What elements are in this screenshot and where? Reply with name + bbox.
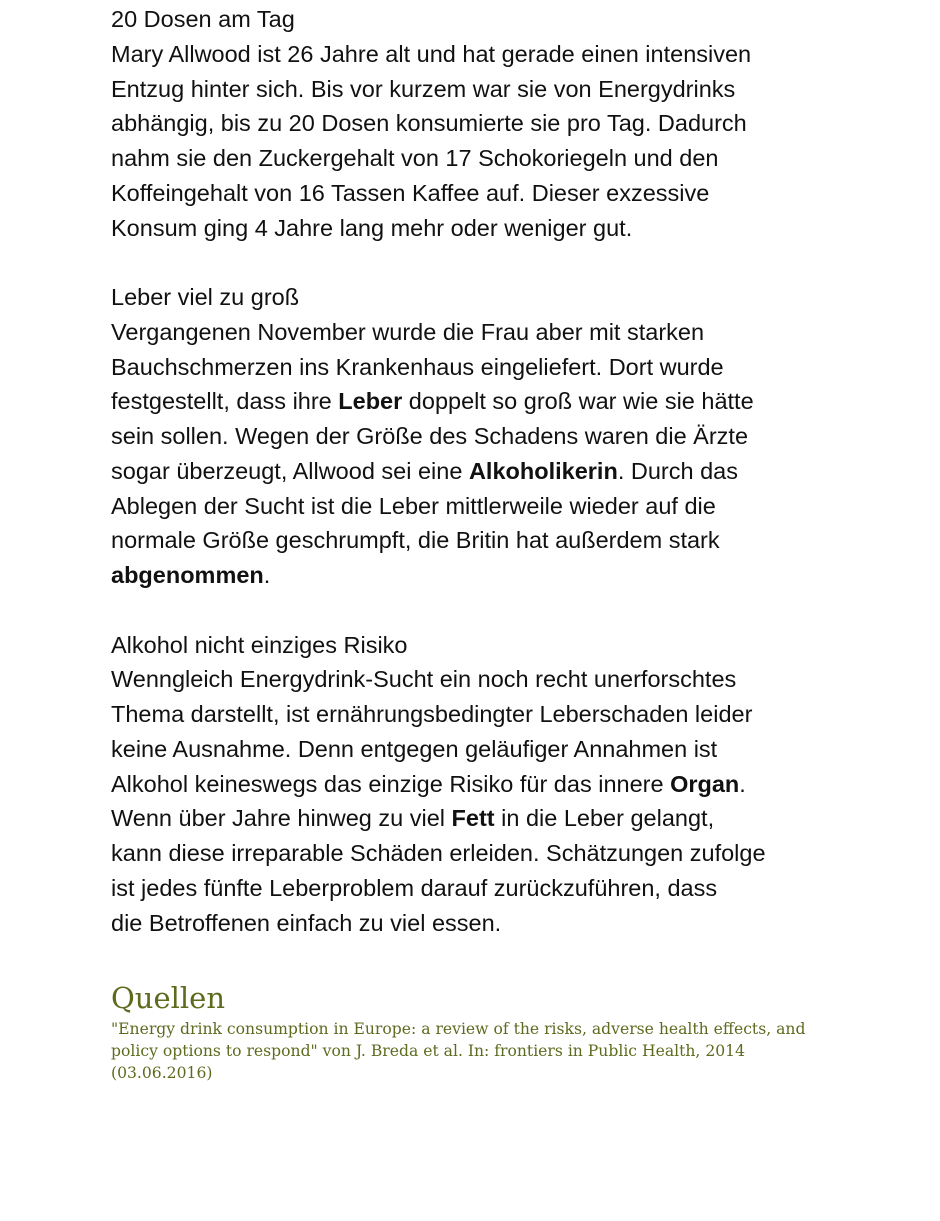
text-run: Entzug hinter sich. Bis vor kurzem war sie von Energydrinks <box>111 75 736 102</box>
text-run: Koffeingehalt von 16 Tassen Kaffee auf. Dieser exzessive <box>111 179 710 206</box>
paragraph-line <box>111 836 851 871</box>
paragraph-line <box>111 106 851 141</box>
text-run: in die Leber gelangt, <box>494 805 715 832</box>
text-run: keine Ausnahme. Denn entgegen geläufiger Annahmen ist <box>111 735 718 762</box>
section-leber <box>111 280 851 593</box>
paragraph-line <box>111 523 851 558</box>
paragraph-line <box>111 801 851 836</box>
bold-term: Leber <box>338 388 403 415</box>
paragraph-line <box>111 315 851 350</box>
citation-line: policy options to respond" von J. Breda et al. In: frontiers in Public Health, 2014 <box>111 1042 746 1060</box>
paragraph-line <box>111 662 851 697</box>
sources-block <box>111 978 871 1084</box>
section-heading: Alkohol nicht einziges Risiko <box>111 631 408 658</box>
section-paragraph <box>111 662 851 940</box>
paragraph-line <box>111 732 851 767</box>
text-run: nahm sie den Zuckergehalt von 17 Schokoriegeln und den <box>111 145 719 171</box>
text-run: Wenngleich Energydrink-Sucht ein noch recht unerforschtes <box>111 666 737 693</box>
text-run: festgestellt, dass ihre <box>111 388 339 415</box>
text-run: sogar überzeugt, Allwood sei eine <box>111 457 469 484</box>
text-run: ist jedes fünfte Leberproblem darauf zurückzuführen, dass <box>111 874 718 901</box>
paragraph-line <box>111 697 851 732</box>
text-run: normale Größe geschrumpft, die Britin hat außerdem stark <box>111 527 720 554</box>
section-paragraph <box>111 37 851 246</box>
paragraph-line <box>111 384 851 419</box>
text-run: . Durch das <box>617 457 738 484</box>
paragraph-line <box>111 454 851 489</box>
paragraph-line <box>111 871 851 906</box>
text-run: abhängig, bis zu 20 Dosen konsumierte sie pro Tag. Dadurch <box>111 110 747 137</box>
bold-term: Fett <box>451 805 495 832</box>
paragraph-line <box>111 906 851 941</box>
text-run: Konsum ging 4 Jahre lang mehr oder weniger gut. <box>111 214 633 241</box>
citation-line: "Energy drink consumption in Europe: a review of the risks, adverse health effects, and <box>111 1020 806 1038</box>
section-paragraph <box>111 315 851 593</box>
section-20-dosen <box>111 2 851 245</box>
bold-term: abgenommen <box>111 562 264 588</box>
text-run: Alkohol keineswegs das einzige Risiko für das innere <box>111 770 671 797</box>
sources-title: Quellen <box>111 981 226 1015</box>
text-run: Thema darstellt, ist ernährungsbedingter Leberschaden leider <box>111 701 753 727</box>
text-run: . <box>739 770 746 797</box>
text-run: die Betroffenen einfach zu viel essen. <box>111 909 502 936</box>
section-heading: Leber viel zu groß <box>111 284 300 310</box>
paragraph-line <box>111 767 851 802</box>
paragraph-line <box>111 211 851 246</box>
text-run: Mary Allwood ist 26 Jahre alt und hat gerade einen intensiven <box>111 40 752 67</box>
text-run: kann diese irreparable Schäden erleiden. Schätzungen zufolge <box>111 840 766 866</box>
paragraph-line <box>111 72 851 107</box>
paragraph-line <box>111 419 851 454</box>
text-run: Bauchschmerzen ins Krankenhaus eingeliefert. Dort wurde <box>111 353 724 380</box>
paragraph-line <box>111 141 851 176</box>
paragraph-line <box>111 489 851 524</box>
paragraph-line <box>111 350 851 385</box>
bold-term: Organ <box>670 770 740 797</box>
text-run: doppelt so groß war wie sie hätte <box>402 388 754 415</box>
section-heading: 20 Dosen am Tag <box>111 6 295 32</box>
article-body <box>111 2 851 940</box>
sources-citation <box>111 1018 871 1084</box>
bold-term: Alkoholikerin <box>468 457 618 484</box>
section-alkohol <box>111 628 851 941</box>
text-run: . <box>263 562 271 588</box>
text-run: Wenn über Jahre hinweg zu viel <box>111 805 452 832</box>
text-run: Vergangenen November wurde die Frau aber mit starken <box>111 318 705 345</box>
paragraph-line <box>111 176 851 211</box>
citation-line: (03.06.2016) <box>111 1064 213 1082</box>
paragraph-line <box>111 37 851 72</box>
paragraph-line <box>111 558 851 593</box>
text-run: Ablegen der Sucht ist die Leber mittlerweile wieder auf die <box>111 492 716 519</box>
text-run: sein sollen. Wegen der Größe des Schadens waren die Ärzte <box>111 423 749 449</box>
